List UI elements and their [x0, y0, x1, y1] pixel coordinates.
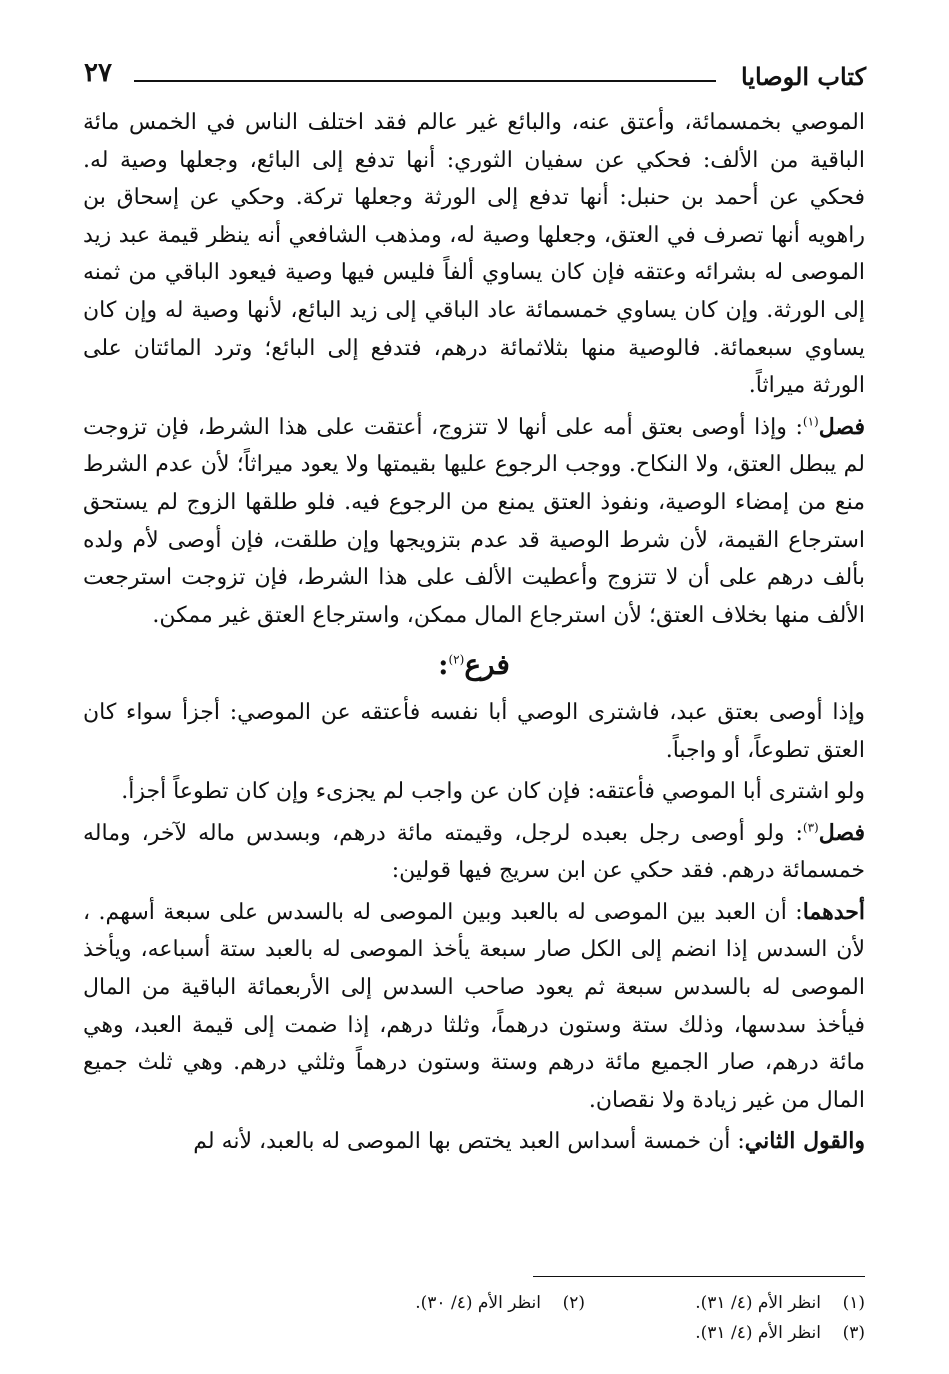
- footnote-row: [83, 1318, 865, 1348]
- footnote-text: انظر الأم (٤/ ٣١).: [695, 1323, 821, 1343]
- paragraph-4: ولو اشترى أبا الموصي فأعتقه: فإن كان عن واجب لم يجزىء وإن كان تطوعاً أجزأ.: [121, 779, 865, 805]
- footnotes: [83, 1288, 865, 1348]
- footnote-2: [305, 1288, 585, 1318]
- paragraph-7: [83, 1123, 865, 1161]
- first-opinion-lead: أحدهما: [802, 898, 865, 925]
- heading-text: فرع: [464, 648, 510, 682]
- footnote-3: [585, 1318, 865, 1348]
- section-lead-text: فصل: [818, 413, 865, 440]
- paragraph-6: [83, 894, 865, 1120]
- footnote-marker-1: (١): [802, 414, 819, 429]
- section-lead-text: فصل: [818, 819, 865, 846]
- paragraph-6-text: : أن العبد بين الموصى له بالعبد وبين الموصى له بالسدس على سبعة أسهم. ، لأن السدس إذا انضم إلى الكل صار سبعة يأخذ الموصى له بالعبد ستة أسباعه، ويأخذ الموصى له بالسدس سبعة ثم يعود صاحب السدس إلى الأربعمائة الباقية من المال فيأخذ سدسها، وذلك ستة وستون درهماً، وثلثا درهم، إذا ضمت إلى قيمة العبد، وهي مائة درهم، صار الجميع مائة درهم وستة وستون درهماً وثلثي درهم. وهي ثلث جميع المال من غير زيادة ولا نقصان.: [83, 899, 865, 1113]
- paragraph-3: وإذا أوصى بعتق عبد، فاشترى الوصي أبا نفسه فأعتقه عن الموصي: أجزأ سواء كان العتق تطوعاً، أو واجباً.: [83, 699, 865, 763]
- footnote-row: [83, 1288, 865, 1318]
- footnote-1: [585, 1288, 865, 1318]
- header-rule: [134, 80, 716, 82]
- paragraph-2-text: : وإذا أوصى بعتق أمه على أنها لا تتزوج، أعتقت على هذا الشرط، فإن تزوجت لم يبطل العتق، ولا النكاح. ووجب الرجوع عليها بقيمتها ولا يعود ميراثاً؛ لأن عدم الشرط منع من إمضاء الوصية، ونفوذ العتق يمنع من الرجوع فيه. فلو طلقها الزوج لم يستحق استرجاع القيمة، لأن شرط الوصية قد عدم بتزويجها وإن طلقت، فإن أوصى لأم ولده بألف درهم على أن لا تتزوج وأعطيت الألف على هذا الشرط، فإن تزوجت استرجعت الألف منها بخلاف العتق؛ لأن استرجاع المال ممكن، واسترجاع العتق غير ممكن.: [83, 414, 865, 628]
- footnote-marker-3: (٣): [802, 820, 819, 835]
- paragraph-2: [83, 409, 865, 635]
- footnote-marker-2: (٢): [448, 652, 465, 667]
- second-opinion-lead: والقول الثاني: [744, 1128, 865, 1155]
- paragraph-1: الموصي بخمسمائة، وأعتق عنه، والبائع غير عالم فقد اختلف الناس في الخمس مائة الباقية من الألف: فحكي عن سفيان الثوري: أنها تدفع إلى البائع، وجعلها وصية له. فحكي عن أحمد بن حنبل: أنها تدفع إلى الورثة وجعلها تركة. وحكي عن إسحاق بن راهويه أنها تصرف في العتق، وجعلها وصية له، ومذهب الشافعي أنه ينظر قيمة عبد زيد الموصى له بشرائه وعتقه فإن كان يساوي ألفاً فليس فيها وصية فيعود الباقي من ثمنه إلى الورثة. وإن كان يساوي خمسمائة عاد الباقي إلى زيد البائع، لأنها وصية له وإن كان يساوي سبعمائة. فالوصية منها بثلاثمائة درهم، فتدفع إلى البائع؛ وترد المائتان على الورثة ميراثاً.: [83, 110, 865, 399]
- section-lead-fasl-2: [803, 820, 865, 846]
- footnote-text: انظر الأم (٤/ ٣٠).: [415, 1293, 541, 1313]
- footnote-separator: [533, 1276, 865, 1277]
- page-header: [84, 56, 866, 96]
- paragraph-5-text: : ولو أوصى رجل بعبده لرجل، وقيمته مائة درهم، وبسدس ماله لآخر، وماله خمسمائة درهم. فقد حكي عن ابن سريج فيها قولين:: [83, 820, 865, 884]
- section-lead-fasl-1: [803, 414, 865, 440]
- footnote-text: انظر الأم (٤/ ٣١).: [695, 1293, 821, 1313]
- heading-colon: :: [438, 648, 449, 682]
- footnote-number: (٣): [842, 1323, 865, 1343]
- subsection-heading: [83, 646, 865, 684]
- main-text: [83, 104, 865, 1161]
- footnote-number: (٢): [562, 1293, 585, 1313]
- footnote-number: (١): [842, 1293, 865, 1313]
- paragraph-7-text: : أن خمسة أسداس العبد يختص بها الموصى له بالعبد، لأنه لم: [193, 1129, 745, 1155]
- paragraph-5: [83, 815, 865, 890]
- book-title: كتاب الوصايا: [741, 62, 866, 91]
- page-number: ٢٧: [84, 58, 112, 88]
